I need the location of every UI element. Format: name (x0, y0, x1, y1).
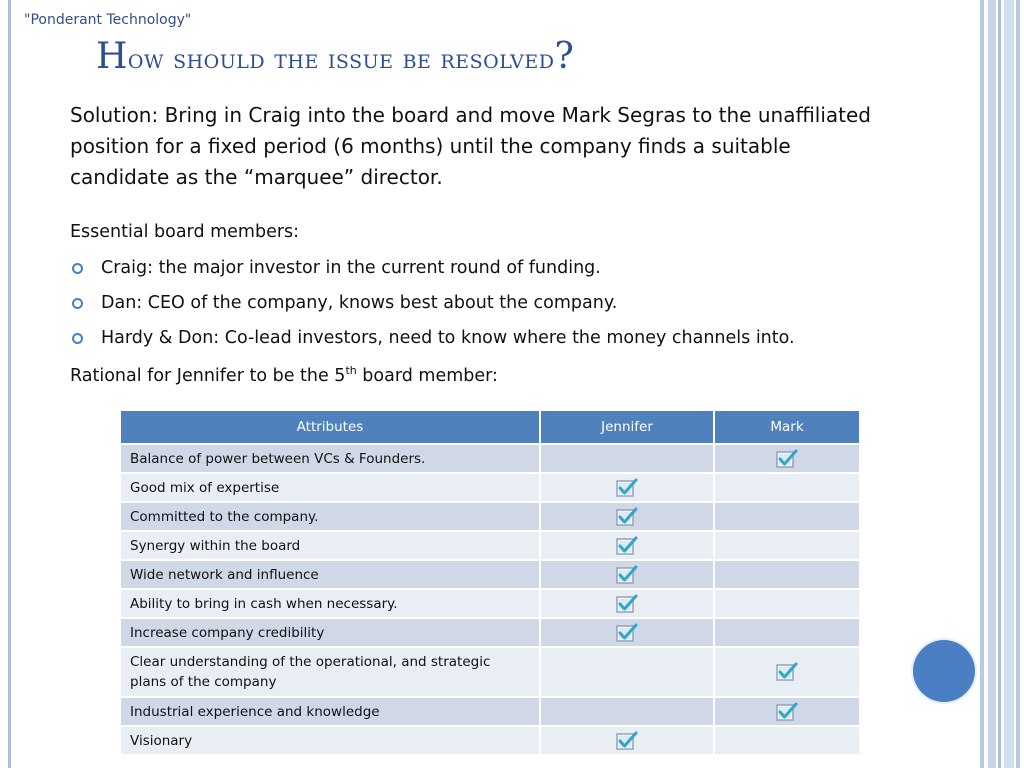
mark-cell (714, 473, 860, 502)
members-list (70, 257, 950, 362)
attribute-cell: Balance of power between VCs & Founders. (120, 444, 540, 473)
table-row (120, 560, 860, 589)
mark-cell (714, 531, 860, 560)
jennifer-cell (540, 502, 714, 531)
member-item (70, 257, 950, 279)
solution-paragraph: Solution: Bring in Craig into the board and move Mark Segras to the unaffiliated position for a fixed period (6 months) until the company finds a suitable candidate as the “marquee” director. (70, 103, 871, 189)
right-border-stripe (998, 0, 1001, 768)
mark-cell (714, 444, 860, 473)
attribute-cell: Ability to bring in cash when necessary. (120, 589, 540, 618)
rational-lead (70, 364, 950, 386)
attribute-cell: Wide network and influence (120, 560, 540, 589)
circle-bullet-icon (72, 298, 83, 309)
right-border-stripe (988, 0, 996, 768)
checkbox-checked-icon (775, 704, 799, 720)
table-row (120, 697, 860, 726)
checkbox-checked-icon (775, 451, 799, 467)
header-note: "Ponderant Technology" (24, 12, 192, 28)
mark-cell (714, 589, 860, 618)
circle-bullet-icon (72, 333, 83, 344)
member-text: Dan: CEO of the company, knows best about the company. (101, 293, 618, 313)
rational-superscript: th (345, 364, 357, 377)
checkbox-checked-icon (615, 480, 639, 496)
table-row (120, 618, 860, 647)
title-initial: H (96, 36, 128, 77)
attribute-cell: Good mix of expertise (120, 473, 540, 502)
mark-cell (714, 560, 860, 589)
table-row (120, 444, 860, 473)
jennifer-cell (540, 473, 714, 502)
table-row (120, 531, 860, 560)
circle-bullet-icon (72, 263, 83, 274)
member-item (70, 327, 950, 349)
attributes-table (119, 409, 861, 756)
jennifer-cell (540, 444, 714, 473)
member-text: Hardy & Don: Co-lead investors, need to know where the money channels into. (101, 328, 795, 348)
jennifer-cell (540, 560, 714, 589)
attribute-cell: Visionary (120, 726, 540, 755)
right-border-stripe (1004, 0, 1014, 768)
title-rest: ow should the issue be resolved (127, 44, 555, 75)
jennifer-cell (540, 647, 714, 697)
column-header-mark: Mark (714, 410, 860, 444)
slide-title (96, 36, 574, 77)
mark-cell (714, 618, 860, 647)
mark-cell (714, 647, 860, 697)
mark-cell (714, 726, 860, 755)
table-row (120, 502, 860, 531)
table-row (120, 647, 860, 697)
column-header-jennifer: Jennifer (540, 410, 714, 444)
checkbox-checked-icon (775, 664, 799, 680)
member-text: Craig: the major investor in the current round of funding. (101, 258, 601, 278)
jennifer-cell (540, 618, 714, 647)
left-border-line (8, 0, 11, 768)
rational-text: Rational for Jennifer to be the 5 (70, 365, 346, 386)
jennifer-cell (540, 697, 714, 726)
jennifer-cell (540, 531, 714, 560)
checkbox-checked-icon (615, 596, 639, 612)
right-border-stripe (980, 0, 984, 768)
table-header-row (120, 410, 860, 444)
rational-text-end: board member: (356, 365, 498, 386)
checkbox-checked-icon (615, 567, 639, 583)
checkbox-checked-icon (615, 625, 639, 641)
table-row (120, 589, 860, 618)
jennifer-cell (540, 726, 714, 755)
title-question-mark: ? (554, 36, 575, 77)
table-row (120, 726, 860, 755)
member-item (70, 292, 950, 314)
attribute-cell: Committed to the company. (120, 502, 540, 531)
mark-cell (714, 697, 860, 726)
table-body (120, 444, 860, 755)
column-header-attributes: Attributes (120, 410, 540, 444)
attribute-cell: Industrial experience and knowledge (120, 697, 540, 726)
checkbox-checked-icon (615, 733, 639, 749)
attribute-cell: Clear understanding of the operational, and strategic plans of the company (120, 647, 540, 697)
checkbox-checked-icon (615, 538, 639, 554)
essential-members-lead: Essential board members: (70, 222, 300, 242)
attribute-cell: Increase company credibility (120, 618, 540, 647)
table-row (120, 473, 860, 502)
right-border-stripe (1016, 0, 1020, 768)
circle-decoration (913, 640, 975, 702)
attribute-cell: Synergy within the board (120, 531, 540, 560)
mark-cell (714, 502, 860, 531)
jennifer-cell (540, 589, 714, 618)
checkbox-checked-icon (615, 509, 639, 525)
